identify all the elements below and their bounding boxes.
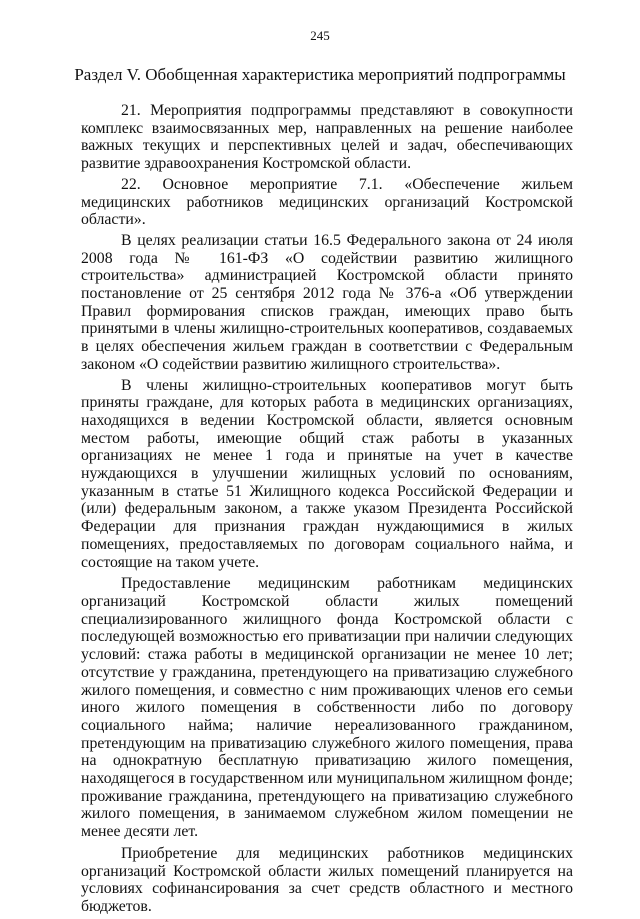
document-body	[81, 102, 573, 919]
paragraph-22: 22. Основное мероприятие 7.1. «Обеспечение жильем медицинских работников медицинских организаций Костромской области».	[81, 175, 573, 229]
paragraph-housing-provision: Предоставление медицинским работникам медицинских организаций Костромской области жилых помещений специализированного жилищного фонда Костромской области с последующей возможностью его приватизации при наличии следующих условий: стажа работы в медицинской организации не менее 10 лет; отсутствие у гражданина, претендующего на приватизацию служебного жилого помещения, и совместно с ним проживающих членов его семьи иного жилого помещения в собственности либо по договору социального найма; наличие нереализованного гражданином, претендующим на приватизацию служебного жилого помещения, права на однократную бесплатную приватизацию жилого помещения, находящегося в государственном или муниципальном жилищном фонде; проживание гражданина, претендующего на приватизацию служебного жилого помещения, в занимаемом служебном жилом помещении не менее десяти лет.	[81, 575, 573, 841]
paragraph-law-161: В целях реализации статьи 16.5 Федерального закона от 24 июля 2008 года № 161-ФЗ «О содействии развитию жилищного строительства» администрацией Костромской области принято постановление от 25 сентября 2012 года № 376-а «Об утверждении Правил формирования списков граждан, имеющих право быть принятыми в члены жилищно-строительных кооперативов, создаваемых в целях обеспечения жильем граждан в соответствии с Федеральным законом «О содействии развитию жилищного строительства».	[81, 231, 573, 373]
section-title: Раздел V. Обобщенная характеристика мероприятий подпрограммы	[74, 65, 566, 84]
page-number: 245	[310, 28, 330, 43]
paragraph-21: 21. Мероприятия подпрограммы представляют в совокупности комплекс взаимосвязанных мер, направленных на решение наиболее важных текущих и перспективных целей и задач, обеспечивающих развитие здравоохранения Костромской области.	[81, 102, 573, 173]
paragraph-cooperative-members: В члены жилищно-строительных кооперативов могут быть приняты граждане, для которых работа в медицинских организациях, находящихся в ведении Костромской области, является основным местом работы, имеющие общий стаж работы в указанных организациях не менее 1 года и принятые на учет в качестве нуждающихся в улучшении жилищных условий по основаниям, указанным в статье 51 Жилищного кодекса Российской Федерации и (или) федеральным законом, а также указом Президента Российской Федерации для признания граждан нуждающимися в жилых помещениях, предоставляемых по договорам социального найма, и состоящие на таком учете.	[81, 376, 573, 571]
paragraph-acquisition: Приобретение для медицинских работников медицинских организаций Костромской области жилых помещений планируется на условиях софинансирования за счет средств областного и местного бюджетов.	[81, 844, 573, 915]
